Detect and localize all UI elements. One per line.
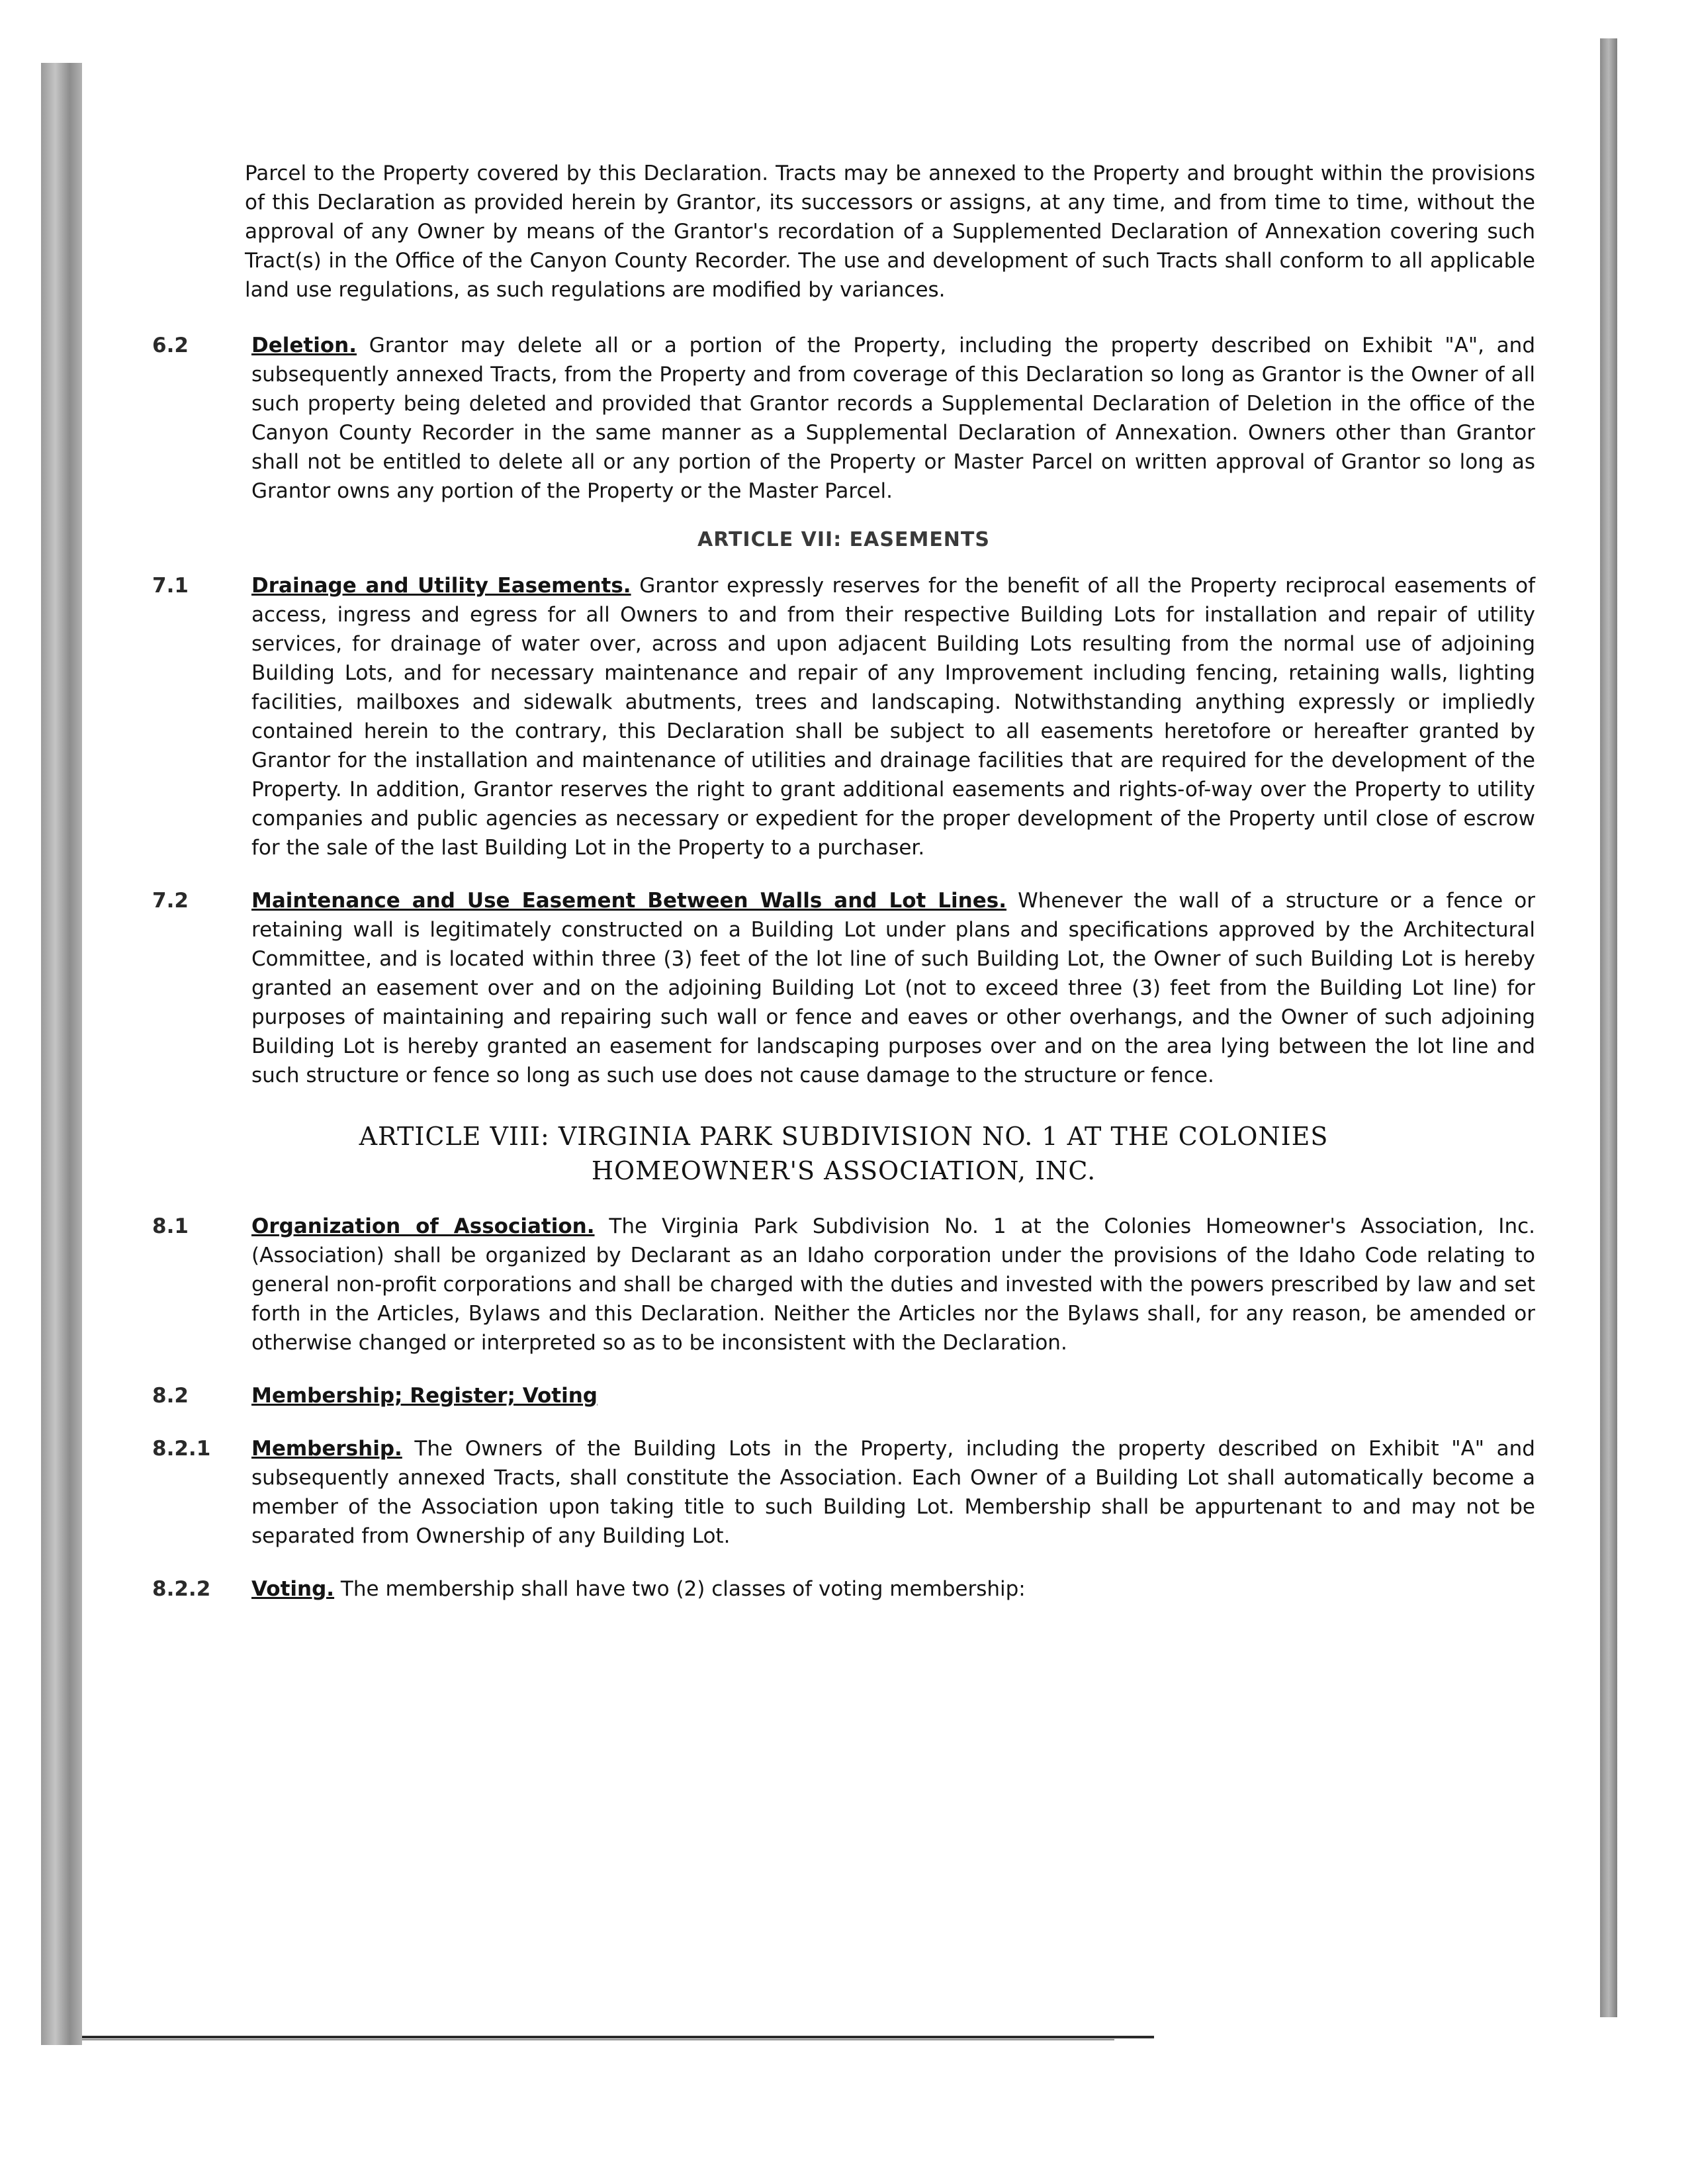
section-heading: Organization of Association. bbox=[251, 1214, 595, 1238]
section-text: The Owners of the Building Lots in the Property, including the property described on Exhibit "A" and subsequently annexed Tracts, shall constitute the Association. Each Owner of a Building Lot shall automatically become a member of the Association upon taking title to such Building Lot. Membership shall be appurtenant to and may not be separated from Ownership of any Building Lot. bbox=[251, 1437, 1535, 1548]
section-8-2 bbox=[152, 1381, 1535, 1410]
section-heading: Voting. bbox=[251, 1577, 335, 1601]
section-body bbox=[251, 331, 1535, 506]
section-number: 8.2.2 bbox=[152, 1577, 211, 1601]
section-body bbox=[251, 886, 1535, 1090]
section-text: Grantor may delete all or a portion of the Property, including the property described on Exhibit "A", and subsequently annexed Tracts, from the Property and from coverage of this Declaration so long as Grantor is the Owner of all such property being deleted and provided that Grantor records a Supplemental Declaration of Deletion in the office of the Canyon County Recorder in the same manner as a Supplemental Declaration of Annexation. Owners other than Grantor shall not be entitled to delete all or any portion of the Property or Master Parcel on written approval of Grantor so long as Grantor owns any portion of the Property or the Master Parcel. bbox=[251, 334, 1535, 503]
section-8-1 bbox=[152, 1212, 1535, 1357]
section-body bbox=[251, 1574, 1535, 1604]
article-8-title-line1: ARTICLE VIII: VIRGINIA PARK SUBDIVISION NO. 1 AT THE COLONIES bbox=[359, 1122, 1329, 1151]
section-text: Whenever the wall of a structure or a fence or retaining wall is legitimately constructed on a Building Lot under plans and specifications approved by the Architectural Committee, and is located within three (3) feet of the lot line of such Building Lot, the Owner of such Building Lot is hereby granted an easement over and on the adjoining Building Lot (not to exceed three (3) feet from the Building Lot line) for purposes of maintaining and repairing such wall or fence and eaves or other overhangs, and the Owner of such adjoining Building Lot is hereby granted an easement for landscaping purposes over and on the area lying between the lot line and such structure or fence so long as such use does not cause damage to the structure or fence. bbox=[251, 889, 1535, 1087]
section-text: The membership shall have two (2) classes of voting membership: bbox=[334, 1577, 1026, 1601]
section-heading: Maintenance and Use Easement Between Walls and Lot Lines. bbox=[251, 889, 1007, 913]
scan-edge-left bbox=[41, 63, 82, 2045]
section-text: The Virginia Park Subdivision No. 1 at the Colonies Homeowner's Association, Inc. (Association) shall be organized by Declarant as an Idaho corporation under the provisions of the Idaho Code relating to general non-profit corporations and shall be charged with the duties and invested with the powers prescribed by law and set forth in the Articles, Bylaws and this Declaration. Neither the Articles nor the Bylaws shall, for any reason, be amended or otherwise changed or interpreted so as to be inconsistent with the Declaration. bbox=[251, 1214, 1535, 1355]
section-heading: Membership; Register; Voting bbox=[251, 1384, 598, 1408]
document-page bbox=[152, 159, 1535, 1604]
section-6-2 bbox=[152, 331, 1535, 506]
section-7-1 bbox=[152, 571, 1535, 862]
section-8-2-1 bbox=[152, 1434, 1535, 1551]
section-number: 7.1 bbox=[152, 574, 189, 598]
section-number: 8.1 bbox=[152, 1214, 189, 1238]
section-body bbox=[251, 571, 1535, 862]
section-8-2-2 bbox=[152, 1574, 1535, 1604]
section-heading: Deletion. bbox=[251, 334, 357, 357]
continuation-paragraph bbox=[245, 159, 1535, 304]
section-7-2 bbox=[152, 886, 1535, 1090]
section-number: 8.2.1 bbox=[152, 1437, 211, 1461]
section-number: 7.2 bbox=[152, 889, 189, 913]
section-body bbox=[251, 1434, 1535, 1551]
scan-edge-bottom bbox=[82, 2036, 1154, 2038]
section-heading: Membership. bbox=[251, 1437, 402, 1461]
article-8-title-line2: HOMEOWNER'S ASSOCIATION, INC. bbox=[591, 1156, 1096, 1185]
section-body bbox=[251, 1212, 1535, 1357]
section-number: 6.2 bbox=[152, 334, 189, 357]
section-body bbox=[251, 1381, 1535, 1410]
scan-edge-bottom-shadow bbox=[82, 2039, 1114, 2040]
article-8-title bbox=[152, 1119, 1535, 1188]
section-heading: Drainage and Utility Easements. bbox=[251, 574, 631, 598]
continuation-text: Parcel to the Property covered by this Declaration. Tracts may be annexed to the Property and brought within the provisions of this Declaration as provided herein by Grantor, its successors or assigns, at any time, and from time to time, without the approval of any Owner by means of the Grantor's recordation of a Supplemented Declaration of Annexation covering such Tract(s) in the Office of the Canyon County Recorder. The use and development of such Tracts shall conform to all applicable land use regulations, as such regulations are modified by variances. bbox=[245, 161, 1535, 302]
scan-edge-right bbox=[1600, 38, 1617, 2017]
section-number: 8.2 bbox=[152, 1384, 189, 1408]
article-7-title: ARTICLE VII: EASEMENTS bbox=[697, 528, 990, 551]
section-text: Grantor expressly reserves for the benefit of all the Property reciprocal easements of access, ingress and egress for all Owners to and from their respective Building Lots for installation and repair of utility services, for drainage of water over, across and upon adjacent Building Lots resulting from the normal use of adjoining Building Lots, and for necessary maintenance and repair of any Improvement including fencing, retaining walls, lighting facilities, mailboxes and sidewalk abutments, trees and landscaping. Notwithstanding anything expressly or impliedly contained herein to the contrary, this Declaration shall be subject to all easements heretofore or hereafter granted by Grantor for the installation and maintenance of utilities and drainage facilities that are required for the development of the Property. In addition, Grantor reserves the right to grant additional easements and rights-of-way over the Property to utility companies and public agencies as necessary or expedient for the proper development of the Property until close of escrow for the sale of the last Building Lot in the Property to a purchaser. bbox=[251, 574, 1535, 860]
